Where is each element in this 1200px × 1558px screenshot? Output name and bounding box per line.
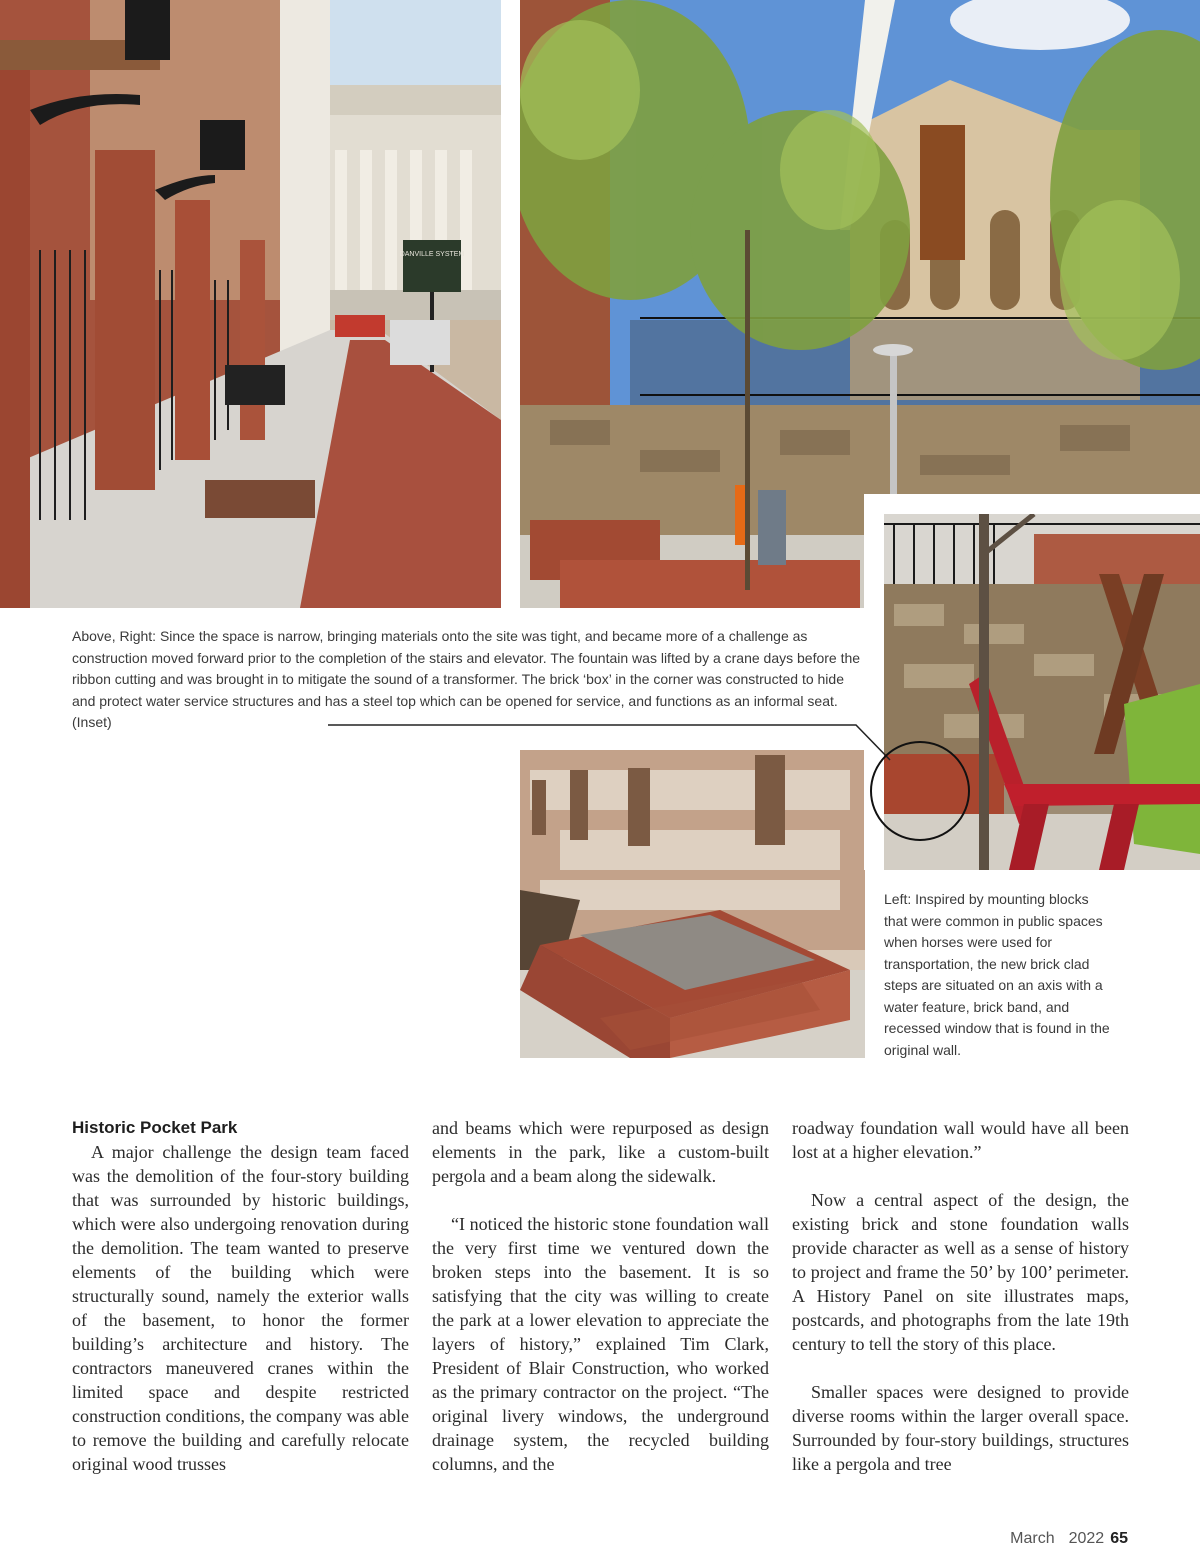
paragraph: A major challenge the design team faced was the demolition of the four-story building that was surrounded by historic buildings, which were also undergoing renovation during the demolition. The team wanted to preserve elements of the building which were structurally sound, namely the exterior walls of the basement, to honor the former building’s architecture and history. The contractors maneuvered cranes within the limited space and despite restricted construction conditions, the company was able to remove the building and carefully relocate original wood trusses (72, 1142, 409, 1474)
article-column-1 (72, 1116, 409, 1476)
article-column-2 (432, 1116, 769, 1476)
paragraph: Now a central aspect of the design, the existing brick and stone foundation walls provide character as well as a sense of history to project and frame the 50’ by 100’ perimeter. A History Panel on site illustrates maps, postcards, and photographs from the late 19th century to tell the story of this place. (792, 1190, 1129, 1354)
page-folio (1010, 1530, 1128, 1548)
folio-year: 2022 (1068, 1530, 1105, 1547)
paragraph: “I noticed the historic stone foundation wall the very first time we ventured down the broken steps into the basement. It is so satisfying that the city was willing to create the park at a lower elevation to appreciate the layers of history,” explained Tim Clark, President of Blair Construction, who worked as the primary contractor on the project. “The original livery windows, the underground drainage system, the recycled building columns, and the (432, 1214, 769, 1474)
paragraph: roadway foundation wall would have all been lost at a higher elevation.” (792, 1118, 1129, 1162)
section-heading: Historic Pocket Park (72, 1118, 238, 1137)
folio-month: March (1010, 1530, 1055, 1547)
callout-circle (871, 742, 969, 840)
page-number: 65 (1110, 1530, 1128, 1547)
historic-marker-title: DANVILLE SYSTEM (399, 251, 465, 258)
caption-left: Left: Inspired by mounting blocks that were common in public spaces when horses were used for transportation, the new brick clad steps are situated on an axis with a water feature, brick band, and recessed window that is found in the original wall. (884, 891, 1110, 1058)
article-column-3 (792, 1116, 1129, 1476)
paragraph: Smaller spaces were designed to provide diverse rooms within the larger overall space. Surrounded by four-story buildings, structures like a pergola and tree (792, 1382, 1129, 1474)
paragraph: and beams which were repurposed as design elements in the park, like a custom-built pergola and a beam along the sidewalk. (432, 1118, 769, 1186)
street-photo (0, 0, 501, 608)
caption-above-right: Above, Right: Since the space is narrow, bringing materials onto the site was tight, and became more of a challenge as construction moved forward prior to the completion of the stairs and elevator. The fountain was lifted by a crane days before the ribbon cutting and was brought in to mitigate the sound of a transformer. The brick ‘box’ in the corner was constructed to hide and protect water service structures and has a steel top which can be opened for service, and functions as an informal seat. (Inset) (72, 628, 861, 730)
